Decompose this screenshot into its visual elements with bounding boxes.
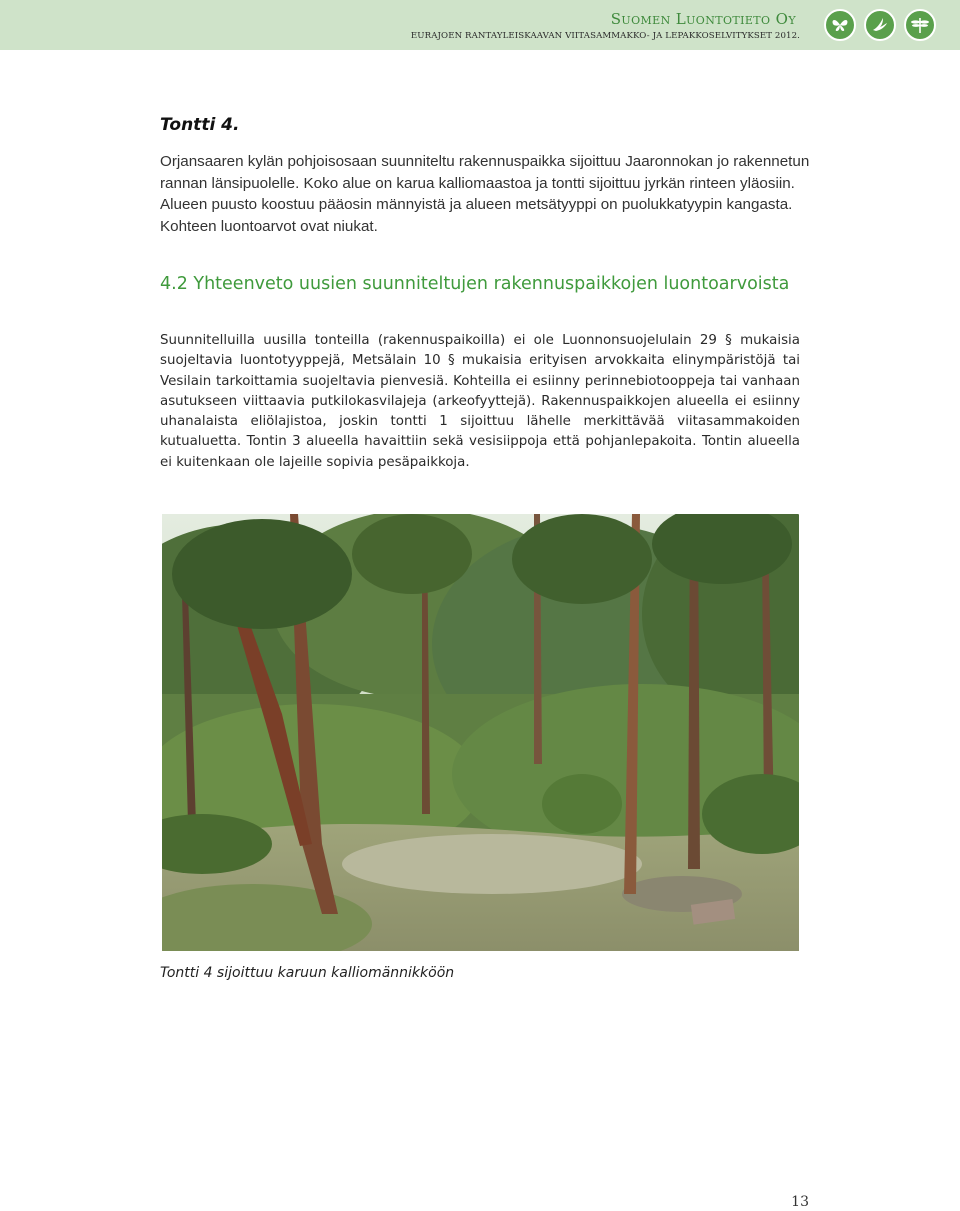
dragonfly-icon xyxy=(904,9,936,41)
butterfly-icon xyxy=(824,9,856,41)
header-band xyxy=(0,0,960,50)
photo-caption: Tontti 4 sijoittuu karuun kalliomännikköön xyxy=(160,965,455,981)
plot-description: Orjansaaren kylän pohjoisosaan suunniteltu rakennuspaikka sijoittuu Jaaronnokan jo rakennetun rannan länsipuolelle. Koko alue on karua kalliomaastoa ja tontti sijoittuu jyrkän rinteen yläosiin. Alueen puusto koostuu pääosin männyistä ja alueen metsätyyppi on puolukkatyypin kangasta. Kohteen luontoarvot ovat niukat. xyxy=(160,153,810,236)
section-heading: 4.2 Yhteenveto uusien suunniteltujen rakennuspaikkojen luontoarvoista xyxy=(160,274,790,294)
forest-photo xyxy=(162,514,799,951)
page-number: 13 xyxy=(791,1194,809,1210)
plot-title: Tontti 4. xyxy=(160,115,240,135)
report-title: EURAJOEN RANTAYLEISKAAVAN VIITASAMMAKKO- JA LEPAKKOSELVITYKSET 2012. xyxy=(410,31,800,41)
summary-paragraph: Suunnitelluilla uusilla tonteilla (rakennuspaikoilla) ei ole Luonnonsuojelulain 29 § mukaisia suojeltavia luontotyyppejä, Metsälain 10 § mukaisia erityisen arvokkaita elinympäristöjä tai Vesilain tarkoittamia suojeltavia pienvesiä. Kohteilla ei esiinny perinnebiotooppeja tai vanhaan asutukseen viittaavia putkilokasvilajeja (arkeofyyttejä). Rakennuspaikkojen alueella ei esiinny uhanalaista eliölajistoa, joskin tontti 1 sijoittuu lähelle merkittävää viitasammakoiden kutualuetta. Tontin 3 alueella havaittiin sekä vesisiippoja että pohjanlepakoita. Tontin alueella ei kuitenkaan ole lajeille sopivia pesäpaikkoja. xyxy=(160,333,800,470)
company-name: Suomen Luontotieto Oy xyxy=(610,10,796,28)
bird-icon xyxy=(864,9,896,41)
